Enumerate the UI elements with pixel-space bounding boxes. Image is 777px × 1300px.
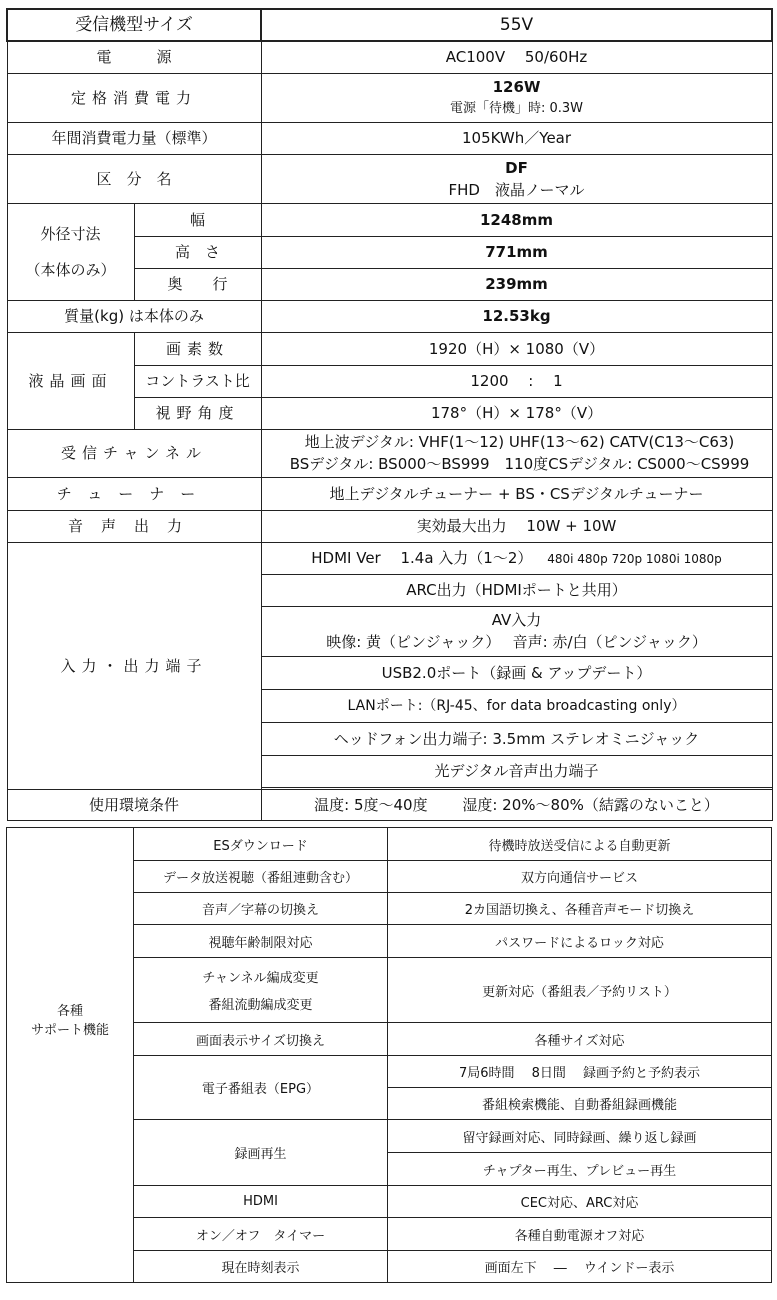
value-channels <box>261 429 772 477</box>
value-contrast: 1200 : 1 <box>261 365 772 397</box>
label-channels: 受信チャンネル <box>7 429 261 477</box>
value-category <box>261 154 772 203</box>
hdmi-input: HDMI Ver 1.4a 入力（1〜2） <box>311 548 533 567</box>
row-env <box>7 789 772 820</box>
value-width: 1248mm <box>261 203 772 236</box>
value-arc: ARC出力（HDMIポートと共用） <box>261 574 772 606</box>
label-power: 電 源 <box>7 41 261 73</box>
support-detail: 各種サイズ対応 <box>388 1023 772 1056</box>
label-depth: 奥 行 <box>134 268 261 300</box>
label-height: 高 さ <box>134 236 261 268</box>
support-feature: データ放送視聴（番組連動含む） <box>134 861 388 893</box>
label-audio: 音声出力 <box>7 510 261 542</box>
av-title: AV入力 <box>491 611 542 629</box>
label-width: 幅 <box>134 203 261 236</box>
row-rated <box>7 73 772 122</box>
row-category <box>7 154 772 203</box>
label-pixels: 画素数 <box>134 332 261 365</box>
hdmi-resolutions: 480i 480p 720p 1080i 1080p <box>547 551 722 566</box>
support-feature <box>134 958 388 1023</box>
support-detail: 更新対応（番組表／予約リスト） <box>388 958 772 1023</box>
row-mass <box>7 300 772 332</box>
support-detail: 2カ国語切換え、各種音声モード切換え <box>388 893 772 925</box>
label-io: 入力・出力端子 <box>7 542 261 789</box>
value-optical: 光デジタル音声出力端子 <box>261 755 772 787</box>
support-feature: 音声／字幕の切換え <box>134 893 388 925</box>
value-mass: 12.53kg <box>261 300 772 332</box>
value-power: AC100V 50/60Hz <box>261 41 772 73</box>
support-feature-line2: 番組流動編成変更 <box>208 998 313 1013</box>
support-feature: ESダウンロード <box>134 828 388 861</box>
value-pixels: 1920（H）× 1080（V） <box>261 332 772 365</box>
support-label-line1: 各種 <box>56 1004 83 1019</box>
support-feature: 画面表示サイズ切換え <box>134 1023 388 1056</box>
row-audio <box>7 510 772 542</box>
rated-watts: 126W <box>492 77 541 96</box>
row-io-hdmi <box>7 542 772 574</box>
value-annual: 105KWh／Year <box>261 122 772 154</box>
value-headphone: ヘッドフォン出力端子: 3.5mm ステレオミニジャック <box>261 722 772 755</box>
value-env: 温度: 5度〜40度 湿度: 20%〜80%（結露のないこと） <box>261 789 772 820</box>
label-contrast: コントラスト比 <box>134 365 261 397</box>
satellite-channels: BSデジタル: BS000〜BS999 110度CSデジタル: CS000〜CS999 <box>289 455 750 473</box>
support-feature: 現在時刻表示 <box>134 1251 388 1283</box>
row-lcd-pixels <box>7 332 772 365</box>
value-tuner: 地上デジタルチューナー + BS・CSデジタルチューナー <box>261 477 772 510</box>
category-code: DF <box>505 158 528 177</box>
category-name: FHD 液晶ノーマル <box>448 180 585 199</box>
row-power <box>7 41 772 73</box>
support-detail: チャプター再生、プレビュー再生 <box>388 1153 772 1186</box>
value-height: 771mm <box>261 236 772 268</box>
label-rated: 定格消費電力 <box>7 73 261 122</box>
row-annual <box>7 122 772 154</box>
label-dims <box>7 203 134 300</box>
support-detail: 7局6時間 8日間 録画予約と予約表示 <box>388 1056 772 1088</box>
support-feature: オン／オフ タイマー <box>134 1218 388 1251</box>
row-tuner <box>7 477 772 510</box>
standby-watts: 電源「待機」時: 0.3W <box>449 100 584 116</box>
support-feature: 視聴年齢制限対応 <box>134 925 388 958</box>
support-detail: 待機時放送受信による自動更新 <box>388 828 772 861</box>
row-dims-width <box>7 203 772 236</box>
label-env: 使用環境条件 <box>7 789 261 820</box>
dims-sublabel: （本体のみ） <box>25 260 116 279</box>
support-feature: HDMI <box>134 1186 388 1218</box>
support-detail: CEC対応、ARC対応 <box>388 1186 772 1218</box>
support-detail: 留守録画対応、同時録画、繰り返し録画 <box>388 1120 772 1153</box>
label-category: 区 分 名 <box>7 154 261 203</box>
support-detail: 画面左下 ― ウインドー表示 <box>388 1251 772 1283</box>
spec-table <box>6 8 773 821</box>
label-annual: 年間消費電力量（標準） <box>7 122 261 154</box>
row-channels <box>7 429 772 477</box>
dims-label: 外径寸法 <box>40 224 101 243</box>
av-detail: 映像: 黄（ピンジャック） 音声: 赤/白（ピンジャック） <box>326 633 707 651</box>
support-feature: 録画再生 <box>134 1120 388 1186</box>
value-angle: 178°（H）× 178°（V） <box>261 397 772 429</box>
value-av <box>261 606 772 656</box>
support-table <box>6 827 772 1283</box>
label-size: 受信機型サイズ <box>7 9 261 41</box>
support-detail: 番組検索機能、自動番組録画機能 <box>388 1088 772 1120</box>
label-lcd: 液晶画面 <box>7 332 134 429</box>
value-depth: 239mm <box>261 268 772 300</box>
label-angle: 視野角度 <box>134 397 261 429</box>
support-feature-line1: チャンネル編成変更 <box>202 971 319 986</box>
value-size: 55V <box>261 9 772 41</box>
label-mass: 質量(kg) は本体のみ <box>7 300 261 332</box>
value-hdmi <box>261 542 772 574</box>
support-detail: 双方向通信サービス <box>388 861 772 893</box>
support-detail: 各種自動電源オフ対応 <box>388 1218 772 1251</box>
value-rated <box>261 73 772 122</box>
row-size <box>7 9 772 41</box>
support-label-line2: サポート機能 <box>30 1023 109 1038</box>
value-usb: USB2.0ポート（録画 & アップデート） <box>261 656 772 689</box>
value-audio: 実効最大出力 10W + 10W <box>261 510 772 542</box>
value-lan: LANポート:（RJ-45、for data broadcasting only） <box>261 689 772 722</box>
label-tuner: チューナー <box>7 477 261 510</box>
support-label <box>7 828 134 1283</box>
terrestrial-channels: 地上波デジタル: VHF(1〜12) UHF(13〜62) CATV(C13〜C63) <box>304 433 735 451</box>
support-row <box>7 828 772 861</box>
support-feature: 電子番組表（EPG） <box>134 1056 388 1120</box>
support-detail: パスワードによるロック対応 <box>388 925 772 958</box>
